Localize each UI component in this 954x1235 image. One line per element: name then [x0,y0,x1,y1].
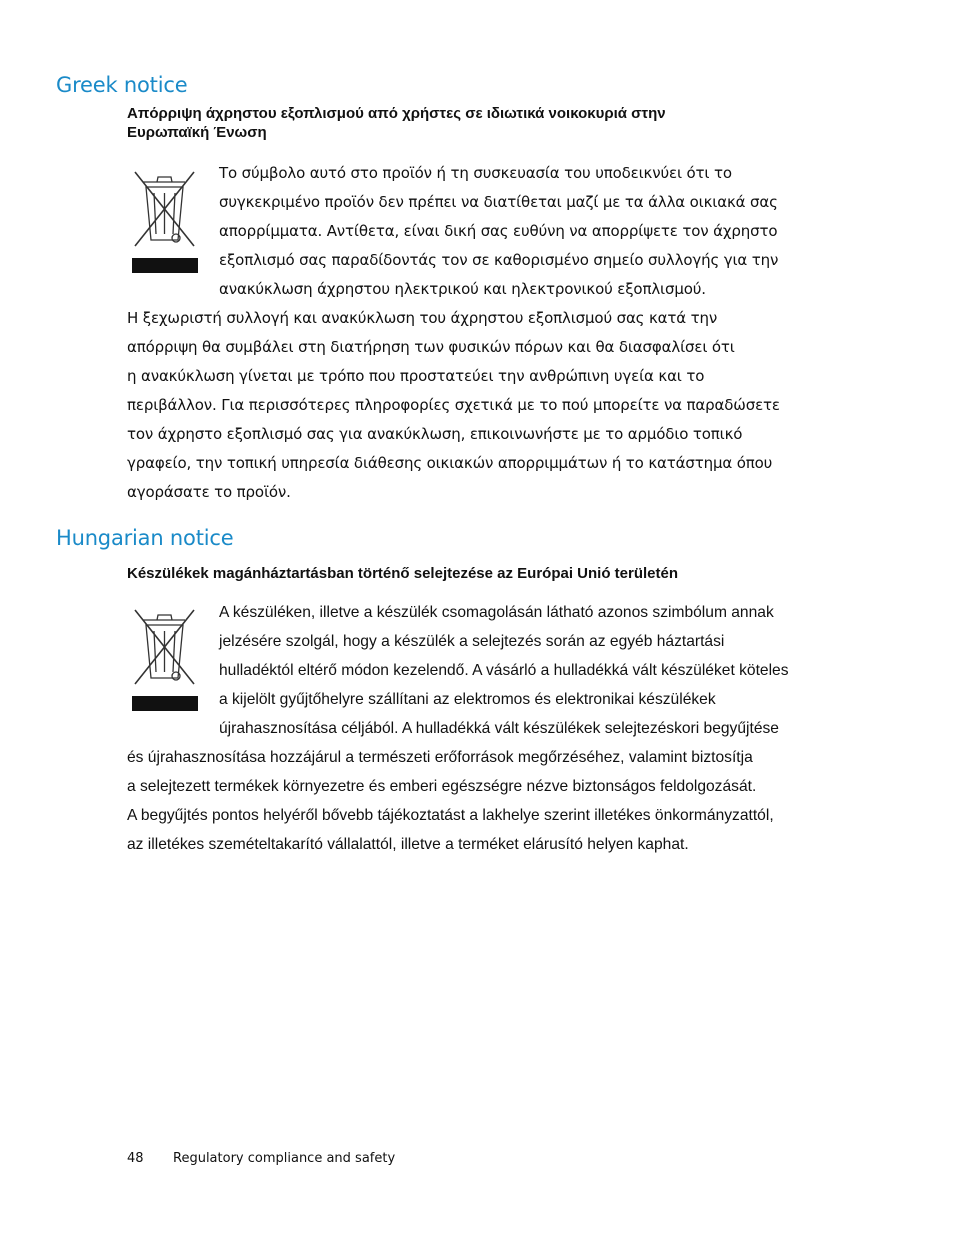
text-line: αγοράσατε το προϊόν. [127,483,291,501]
footer-section-title: Regulatory compliance and safety [173,1151,396,1166]
text-line: jelzésére szolgál, hogy a készülék a selejtezés során az egyéb háztartási [219,633,725,650]
text-line: απορρίμματα. Αντίθετα, είναι δική σας ευθύνη να απορρίψετε τον άχρηστο [219,222,778,240]
crossed-bin-graphic [131,166,199,250]
text-line: és újrahasznosítása hozzájárul a természeti erőforrások megőrzéséhez, valamint biztosítja [127,749,753,766]
weee-crossed-bin-icon [131,166,199,273]
text-line: A készüléken, illetve a készülék csomagolásán látható azonos szimbólum annak [219,604,774,621]
greek-wrap-paragraph [219,159,849,304]
greek-heading-line: Ευρωπαϊκή Ένωση [127,124,267,141]
text-line: hulladéktól eltérő módon kezelendő. A vásárló a hulladékká vált készüléket köteles [219,662,789,679]
text-line: Η ξεχωριστή συλλογή και ανακύκλωση του άχρηστου εξοπλισμού σας κατά την [127,309,718,327]
text-line: a selejtezett termékek környezetre és emberi egészségre nézve biztonságos feldolgozását. [127,778,757,795]
greek-heading-line: Απόρριψη άχρηστου εξοπλισμού από χρήστες σε ιδιωτικά νοικοκυριά στην [127,105,666,122]
text-line: γραφείο, την τοπική υπηρεσία διάθεσης οικιακών απορριμμάτων ή το κατάστημα όπου [127,454,773,472]
greek-notice-heading [127,104,847,142]
text-line: απόρριψη θα συμβάλει στη διατήρηση των φυσικών πόρων και θα διασφαλίσει ότι [127,338,735,356]
page-footer [127,1151,395,1166]
text-line: a kijelölt gyűjtőhelyre szállítani az elektromos és elektronikai készülékek [219,691,716,708]
hungarian-wrap-paragraph [219,598,849,743]
hungarian-notice-heading: Készülékek magánháztartásban történő selejtezése az Európai Unió területén [127,565,679,582]
greek-full-paragraph [127,304,847,507]
text-line: εξοπλισμό σας παραδίδοντάς τον σε καθορισμένο σημείο συλλογής για την [219,251,779,269]
greek-notice-title: Greek notice [56,73,188,97]
text-line: A begyűjtés pontos helyéről bővebb tájékoztatást a lakhelye szerint illetékes önkormányzattól, [127,807,774,824]
text-line: η ανακύκλωση γίνεται με τρόπο που προστατεύει την ανθρώπινη υγεία και το [127,367,705,385]
text-line: az illetékes szemételtakarító vállalattól, illetve a terméket elárusító helyen kaphat. [127,836,689,853]
hungarian-full-paragraph [127,743,847,859]
weee-underline-bar [132,258,198,273]
page-number: 48 [127,1151,144,1166]
text-line: περιβάλλον. Για περισσότερες πληροφορίες σχετικά με το πού μπορείτε να παραδώσετε [127,396,780,414]
hungarian-notice-title: Hungarian notice [56,526,234,550]
text-line: Το σύμβολο αυτό στο προϊόν ή τη συσκευασία του υποδεικνύει ότι το [219,164,732,182]
text-line: újrahasznosítása céljából. A hulladékká vált készülékek selejtezéskori begyűjtése [219,720,779,737]
crossed-bin-graphic [131,604,199,688]
text-line: συγκεκριμένο προϊόν δεν πρέπει να διατίθεται μαζί με τα άλλα οικιακά σας [219,193,778,211]
text-line: ανακύκλωση άχρηστου ηλεκτρικού και ηλεκτρονικού εξοπλισμού. [219,280,706,298]
weee-underline-bar [132,696,198,711]
weee-crossed-bin-icon [131,604,199,711]
text-line: τον άχρηστο εξοπλισμό σας για ανακύκλωση, επικοινωνήστε με το αρμόδιο τοπικό [127,425,743,443]
